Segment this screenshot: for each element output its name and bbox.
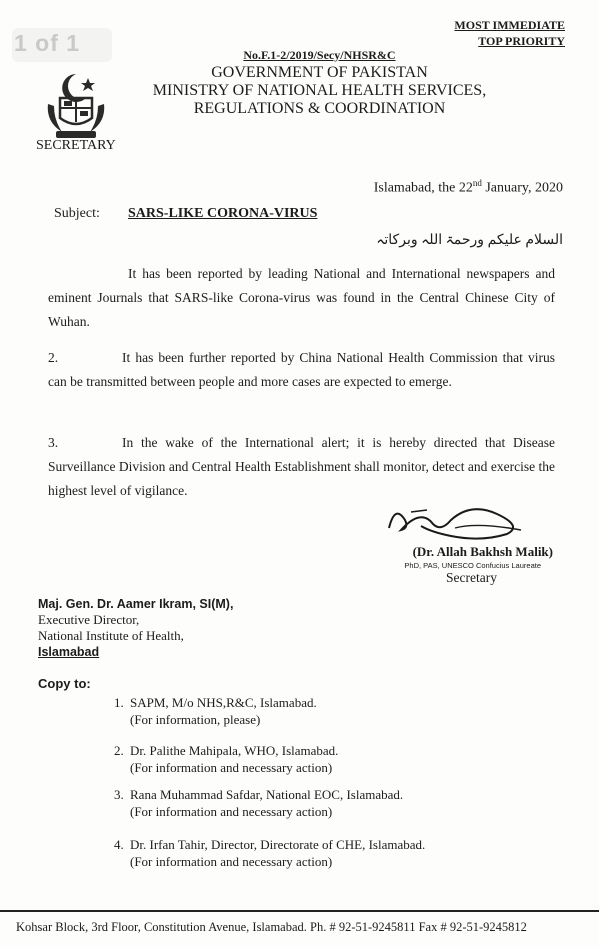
priority-most-immediate: MOST IMMEDIATE [454,18,565,32]
footer-address: Kohsar Block, 3rd Floor, Constitution Avenue, Islamabad. Ph. # 92-51-9245811 Fax # 92-51-9245812 [16,920,527,934]
signer-title: Secretary [446,570,497,585]
subject-text: SARS-LIKE CORONA-VIRUS [128,206,318,221]
footer-divider [0,910,599,912]
priority-top: TOP PRIORITY [478,34,565,48]
header-regulations: REGULATIONS & COORDINATION [193,100,446,117]
salutation-urdu: السلام علیکم ورحمۃ اللہ وبرکاتہ [376,233,563,248]
copy-to-item: 1. SAPM, M/o NHS,R&C, Islamabad. (For information, please) [114,695,317,727]
paragraph-1: It has been reported by leading National and International newspapers and eminent Journals that SARS-like Corona-virus was found in the Central Chinese City of Wuhan. [48,266,555,329]
subject-label: Subject: [54,206,100,221]
addressee-organization: National Institute of Health, [38,628,184,643]
paragraph-3: 3. In the wake of the International alert; it is hereby directed that Disease Surveillance Division and Central Health Establishment shall monitor, detect and exercise the highest level of vigilance. [48,435,555,498]
sender-designation: SECRETARY [36,138,116,153]
copy-to-item: 2. Dr. Palithe Mahipala, WHO, Islamabad. (For information and necessary action) [114,743,339,775]
file-number: No.F.1-2/2019/Secy/NHSR&C [243,48,396,62]
handwritten-signature [381,498,531,544]
copy-to-label: Copy to: [38,676,91,691]
signer-name: (Dr. Allah Bakhsh Malik) [412,544,553,559]
signer-credentials: PhD, PAS, UNESCO Confucius Laureate [404,561,541,570]
addressee-city: Islamabad [38,645,100,659]
header-ministry: MINISTRY OF NATIONAL HEALTH SERVICES, [152,82,487,99]
page-counter: 1 of 1 [14,30,81,56]
paragraph-2: 2. It has been further reported by China National Health Commission that virus can be transmitted between people and more cases are expected to emerge. [48,350,555,389]
letter-date: Islamabad, the 22nd January, 2020 [373,178,563,196]
addressee-designation: Executive Director, [38,612,140,627]
pakistan-state-emblem-icon [40,70,112,142]
header-government: GOVERNMENT OF PAKISTAN [211,64,428,81]
addressee-name: Maj. Gen. Dr. Aamer Ikram, SI(M), [38,597,234,611]
copy-to-item: 3. Rana Muhammad Safdar, National EOC, Islamabad. (For information and necessary action) [114,787,404,819]
copy-to-item: 4. Dr. Irfan Tahir, Director, Directorate of CHE, Islamabad. (For information and necessary action) [114,837,426,869]
